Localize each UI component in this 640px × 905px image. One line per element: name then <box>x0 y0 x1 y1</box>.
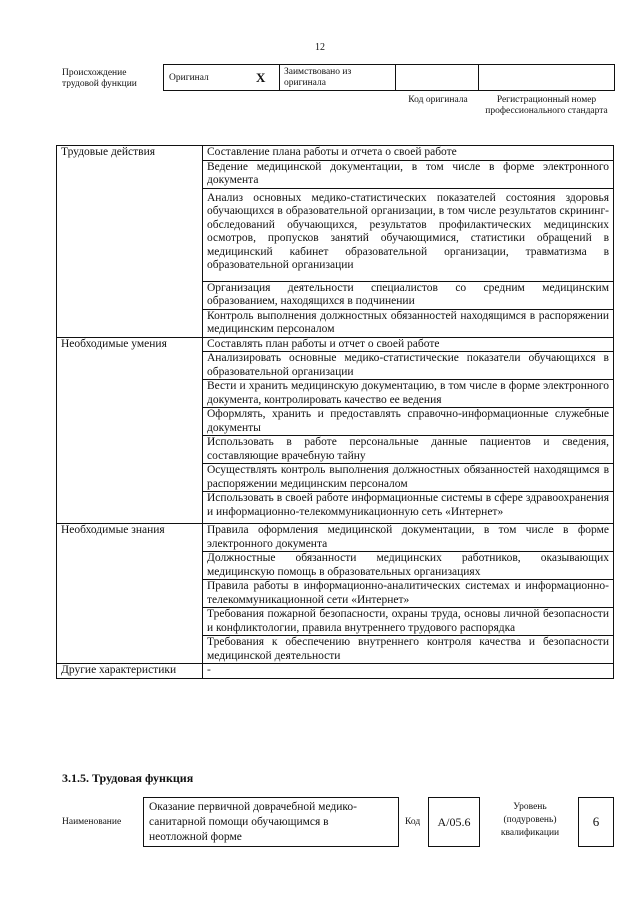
row-label: Другие характеристики <box>57 664 203 679</box>
row-label: Необходимые знания <box>57 524 203 664</box>
row-label: Необходимые умения <box>57 337 203 524</box>
function-code: A/05.6 <box>437 815 471 829</box>
level-value-cell <box>578 797 614 847</box>
table-cell: Организация деятельности специалистов со средним медицинским образованием, находящихся в подчинении <box>203 281 614 309</box>
borrowed-label: Заимствовано из оригинала <box>284 67 352 88</box>
table-row <box>57 337 614 352</box>
table-cell: Требования пожарной безопасности, охраны труда, основы личной безопасности и конфликтологии, правила внутреннего трудового распорядка <box>203 608 614 636</box>
table-cell: Использовать в своей работе информационные системы в сфере здравоохранения и информационно-телекоммуникационную сеть «Интернет» <box>203 492 614 524</box>
original-label: Оригинал <box>169 73 209 83</box>
x-mark: X <box>256 70 266 85</box>
row-label: Трудовые действия <box>57 146 203 338</box>
table-cell: Правила оформления медицинской документации, в том числе в форме электронного документа <box>203 524 614 552</box>
code-caption: Код <box>405 817 421 827</box>
table-cell: Осуществлять контроль выполнения должностных обязанностей находящимся в распоряжении медицинским персоналом <box>203 464 614 492</box>
origin-label: Происхождение трудовой функции <box>62 68 137 89</box>
table-cell: Правила работы в информационно-аналитических системах и информационно-телекоммуникационной сети «Интернет» <box>203 580 614 608</box>
table-cell: Вести и хранить медицинскую документацию, в том числе в форме электронного документа, контролировать качество ее ведения <box>203 380 614 408</box>
table-row <box>57 146 614 161</box>
table-cell: - <box>203 664 614 679</box>
table-cell: Анализировать основные медико-статистические показатели обучающихся в образовательной организации <box>203 352 614 380</box>
function-name: Оказание первичной доврачебной медико-санитарной помощи обучающимся в неотложной форме <box>149 801 357 843</box>
origin-reg-cell <box>478 64 615 91</box>
origin-code-cell <box>395 64 479 91</box>
section-title: 3.1.5. Трудовая функция <box>62 771 194 785</box>
table-cell: Анализ основных медико-статистических показателей состояния здоровья обучающихся в образовательной организации, в том числе результатов скрининг-обследований обучающихся, результатов профилактических медицинских осмотров, пропусков занятий обучающимися, статистики обращений в медицинский кабинет образовательной организации, травматизма в образовательной организации <box>203 188 614 281</box>
origin-borrowed-cell <box>279 64 396 91</box>
reg-number-caption: Регистрационный номер профессионального стандарта <box>485 95 608 116</box>
level-caption: Уровень (подуровень) квалификации <box>500 802 560 838</box>
level-value: 6 <box>592 814 600 829</box>
function-name-cell <box>143 797 399 847</box>
table-row <box>57 664 614 679</box>
table-cell: Должностные обязанности медицинских работников, оказывающих медицинскую помощь в образовательных организациях <box>203 552 614 580</box>
labor-functions-table <box>56 145 614 679</box>
table-cell: Оформлять, хранить и предоставлять справочно-информационные служебные документы <box>203 408 614 436</box>
table-row <box>57 524 614 552</box>
table-cell: Составление плана работы и отчета о своей работе <box>203 146 614 161</box>
table-cell: Контроль выполнения должностных обязанностей находящимся в распоряжении медицинским персоналом <box>203 309 614 337</box>
table-cell: Использовать в работе персональные данные пациентов и сведения, составляющие врачебную тайну <box>203 436 614 464</box>
table-cell: Ведение медицинской документации, в том числе в форме электронного документа <box>203 160 614 188</box>
code-original-caption: Код оригинала <box>408 95 468 105</box>
table-cell: Составлять план работы и отчет о своей работе <box>203 337 614 352</box>
origin-original-cell <box>163 64 280 91</box>
page-number: 12 <box>315 42 325 53</box>
name-caption: Наименование <box>62 817 122 827</box>
function-code-cell <box>428 797 480 847</box>
table-cell: Требования к обеспечению внутреннего контроля качества и безопасности медицинской деятельности <box>203 636 614 664</box>
